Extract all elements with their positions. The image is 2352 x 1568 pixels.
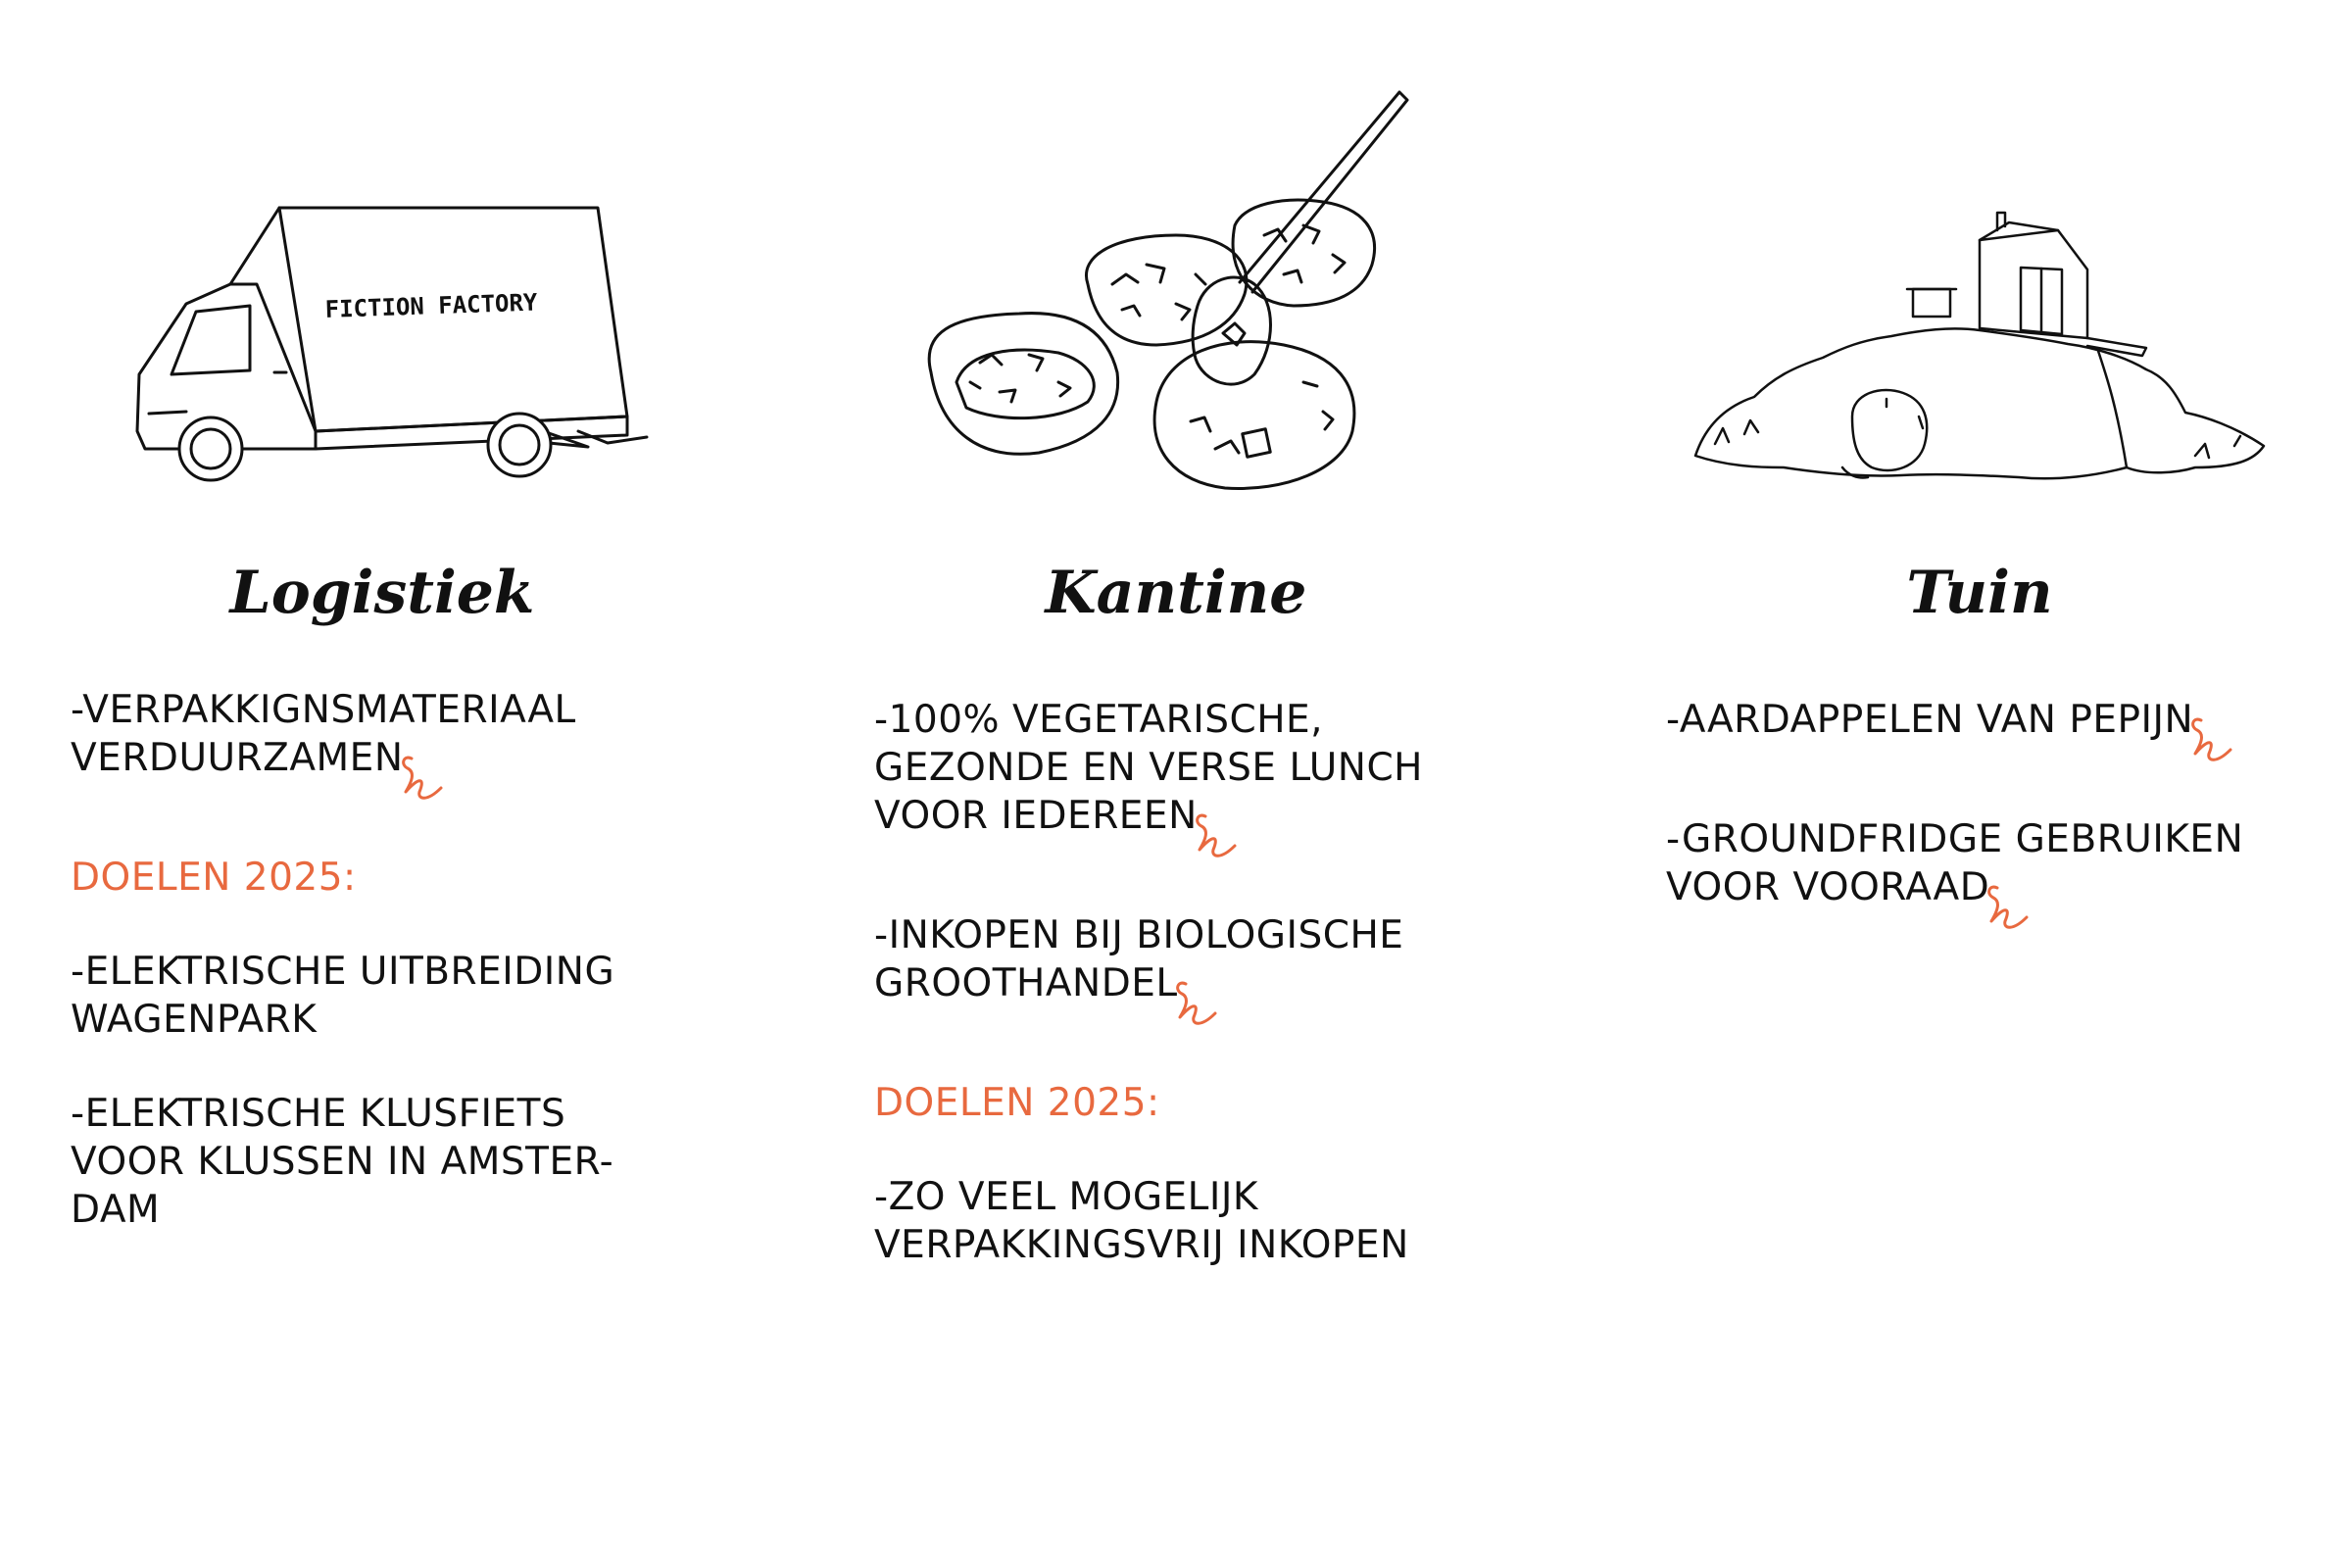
column-kantine	[813, 0, 1617, 1568]
item-text: -100% VEGETARISCHE, GEZONDE EN VERSE LUNCH VOOR IEDEREEN	[874, 698, 1424, 838]
list-item	[1666, 815, 2352, 937]
item-list	[1666, 696, 2352, 983]
goals-heading	[71, 854, 776, 902]
squiggle-check-icon	[1984, 882, 2034, 937]
column-tuin	[1617, 0, 2352, 1568]
squiggle-check-icon	[398, 753, 449, 808]
goals-heading	[874, 1079, 1580, 1127]
van-logo-text: FICTION FACTORY	[324, 288, 538, 323]
item-text: DOELEN 2025:	[71, 856, 357, 900]
list-item	[71, 948, 776, 1044]
item-text: -ZO VEEL MOGELIJK VERPAKKINGSVRIJ INKOPEN	[874, 1175, 1409, 1267]
column-title: Logistiek	[229, 559, 535, 627]
item-text: DOELEN 2025:	[874, 1081, 1160, 1125]
squiggle-check-icon	[2187, 714, 2238, 769]
list-item	[874, 1173, 1580, 1269]
item-text: -GROUNDFRIDGE GEBRUIKEN VOOR VOORAAD	[1666, 817, 2244, 909]
column-logistiek	[0, 0, 813, 1568]
van-illustration	[127, 196, 676, 490]
item-text: -VERPAKKIGNSMATERIAAL VERDUURZAMEN	[71, 688, 576, 780]
item-text: -INKOPEN BIJ BIOLOGISCHE GROOTHANDEL	[874, 913, 1404, 1005]
list-item	[71, 1090, 776, 1234]
item-text: -AARDAPPELEN VAN PEPIJN	[1666, 698, 2194, 742]
squiggle-check-icon	[1172, 978, 1223, 1033]
item-text: -ELEKTRISCHE KLUSFIETS VOOR KLUSSEN IN AMSTER- DAM	[71, 1092, 614, 1232]
list-item	[1666, 696, 2352, 769]
column-title: Kantine	[1045, 559, 1307, 627]
list-item	[71, 686, 776, 808]
squiggle-check-icon	[1192, 810, 1243, 865]
list-item	[874, 911, 1580, 1033]
list-item	[874, 696, 1580, 865]
lunch-bowls-illustration	[911, 88, 1421, 539]
tiny-house-illustration	[1686, 211, 2274, 505]
item-list	[874, 696, 1580, 1315]
item-list	[71, 686, 776, 1280]
column-title: Tuin	[1906, 559, 2053, 627]
item-text: -ELEKTRISCHE UITBREIDING WAGENPARK	[71, 950, 615, 1042]
